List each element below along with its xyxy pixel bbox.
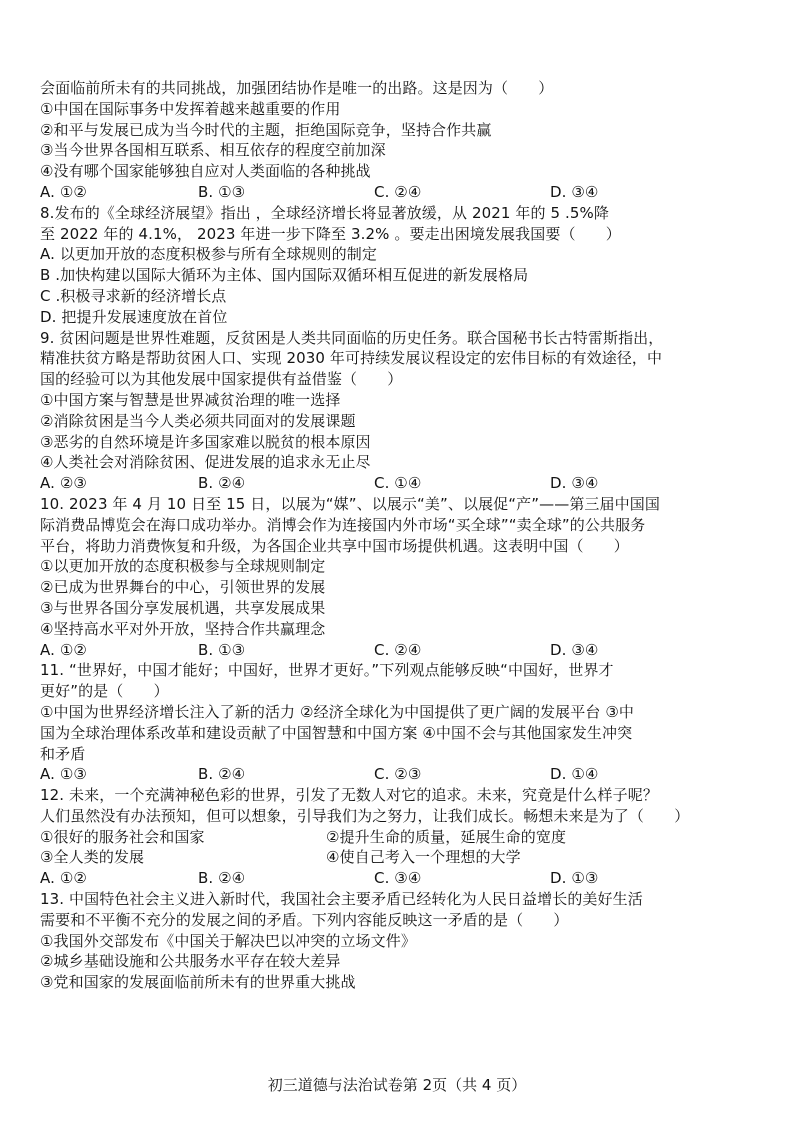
text-line: ①我国外交部发布《中国关于解决巴以冲突的立场文件》 bbox=[40, 931, 416, 950]
answer-option: B. ②④ bbox=[198, 765, 246, 784]
answer-option: A. ②③ bbox=[40, 474, 87, 493]
text-line: 更好”的是（ ） bbox=[40, 682, 169, 701]
answer-option: B. ①③ bbox=[198, 640, 246, 659]
answer-option: A. ①② bbox=[40, 869, 87, 888]
text-line: ②已成为世界舞台的中心，引领世界的发展 bbox=[40, 578, 326, 597]
text-line: ④人类社会对消除贫困、促进发展的追求永无止尽 bbox=[40, 453, 371, 472]
text-line: ③与世界各国分享发展机遇，共享发展成果 bbox=[40, 598, 326, 617]
text-line: 会面临前所未有的共同挑战，加强团结协作是唯一的出路。这是因为（ ） bbox=[40, 79, 554, 97]
text-line: ①中国在国际事务中发挥着越来越重要的作用 bbox=[40, 99, 341, 118]
answer-option: A. ①② bbox=[40, 182, 87, 201]
answer-option: B. ②④ bbox=[198, 474, 246, 493]
answer-option: A. ①③ bbox=[40, 765, 87, 784]
text-line: 人们虽然没有办法预知，但可以想象，引导我们为之努力，让我们成长。畅想未来是为了（ ） bbox=[40, 806, 690, 825]
text-line: ①以更加开放的态度积极参与全球规则制定 bbox=[40, 557, 326, 576]
text-line: ②和平与发展已成为当今时代的主题，拒绝国际竞争，坚持合作共赢 bbox=[40, 120, 492, 139]
answer-option: C. ③④ bbox=[374, 869, 422, 888]
text-line: 需要和不平衡不充分的发展之间的矛盾。下列内容能反映这一矛盾的是（ ） bbox=[40, 910, 569, 929]
answer-option: B. ②④ bbox=[198, 869, 246, 888]
answer-option: C. ①④ bbox=[374, 474, 422, 493]
text-line: ④没有哪个国家能够独自应对人类面临的各种挑战 bbox=[40, 162, 371, 181]
answer-option: D. ③④ bbox=[550, 640, 599, 659]
text-line: ③当今世界各国相互联系、相互依存的程度空前加深 bbox=[40, 141, 386, 160]
answer-option: C. ②③ bbox=[374, 765, 422, 784]
text-line: ①中国方案与智慧是世界减贫治理的唯一选择 bbox=[40, 390, 341, 409]
text-line: ③党和国家的发展面临前所未有的世界重大挑战 bbox=[40, 973, 356, 992]
statement-item: ④使自己考入一个理想的大学 bbox=[326, 848, 521, 867]
statement-item: ②提升生命的质量，延展生命的宽度 bbox=[326, 827, 567, 846]
page-footer: 初三道德与法治试卷第 2页（共 4 页） bbox=[267, 1076, 527, 1094]
answer-option: B. ①③ bbox=[198, 182, 246, 201]
text-line: 平台，将助力消费恢复和升级，为各国企业共享中国市场提供机遇。这表明中国（ ） bbox=[40, 536, 629, 555]
answer-option: C. ②④ bbox=[374, 640, 422, 659]
text-line: 和矛盾 bbox=[40, 744, 86, 763]
answer-option: D. ①④ bbox=[550, 765, 599, 784]
text-line: C .积极寻求新的经济增长点 bbox=[40, 286, 227, 305]
answer-choices bbox=[40, 182, 764, 203]
answer-option: D. ③④ bbox=[550, 182, 599, 201]
answer-choices bbox=[40, 764, 764, 785]
text-line: ①中国为世界经济增长注入了新的活力 ②经济全球化为中国提供了更广阔的发展平台 ③中 bbox=[40, 702, 634, 721]
text-line: A. 以更加开放的态度积极参与所有全球规则的制定 bbox=[40, 245, 377, 264]
text-line: 13. 中国特色社会主义进入新时代，我国社会主要矛盾已经转化为人民日益增长的美好生活 bbox=[40, 890, 643, 909]
text-line: 至 2022 年的 4.1%， 2023 年进一步下降至 3.2% 。要走出困境发展我国要（ ） bbox=[40, 224, 621, 243]
question-content bbox=[40, 78, 764, 993]
text-line: 11. “世界好，中国才能好；中国好，世界才更好。”下列观点能够反映“中国好，世界才 bbox=[40, 661, 614, 680]
answer-option: C. ②④ bbox=[374, 182, 422, 201]
answer-option: A. ①② bbox=[40, 640, 87, 659]
answer-choices bbox=[40, 640, 764, 661]
answer-option: D. ①③ bbox=[550, 869, 599, 888]
text-line: ④坚持高水平对外开放，坚持合作共赢理念 bbox=[40, 619, 326, 638]
statement-pair bbox=[40, 847, 764, 868]
answer-option: D. ③④ bbox=[550, 474, 599, 493]
answer-choices bbox=[40, 473, 764, 494]
text-line: D. 把提升发展速度放在首位 bbox=[40, 307, 228, 326]
text-line: 8.发布的《全球经济展望》指出 ，全球经济增长将显著放缓，从 2021 年的 5 .5%降 bbox=[40, 203, 609, 222]
text-line: 10. 2023 年 4 月 10 日至 15 日，以展为“媒”、以展示“美”、以展促“产”——第三届中国国 bbox=[40, 494, 660, 513]
text-line: ②消除贫困是当今人类必须共同面对的发展课题 bbox=[40, 411, 356, 430]
statement-item: ③全人类的发展 bbox=[40, 848, 145, 867]
text-line: 国的经验可以为其他发展中国家提供有益借鉴（ ） bbox=[40, 370, 403, 389]
text-line: B .加快构建以国际大循环为主体、国内国际双循环相互促进的新发展格局 bbox=[40, 266, 529, 285]
statement-pair bbox=[40, 827, 764, 848]
text-line: ③恶劣的自然环境是许多国家难以脱贫的根本原因 bbox=[40, 432, 371, 451]
text-line: 12. 未来，一个充满神秘色彩的世界，引发了无数人对它的追求。未来，究竟是什么样子呢？ bbox=[40, 786, 658, 805]
text-line: 精准扶贫方略是帮助贫困人口、实现 2030 年可持续发展议程设定的宏伟目标的有效途径，中 bbox=[40, 349, 663, 368]
text-line: 际消费品博览会在海口成功举办。消博会作为连接国内外市场“买全球”“卖全球”的公共服务 bbox=[40, 515, 646, 534]
text-line: 9. 贫困问题是世界性难题，反贫困是人类共同面临的历史任务。联合国秘书长古特雷斯指出， bbox=[40, 328, 664, 347]
text-line: 国为全球治理体系改革和建设贡献了中国智慧和中国方案 ④中国不会与其他国家发生冲突 bbox=[40, 723, 633, 742]
statement-item: ①很好的服务社会和国家 bbox=[40, 827, 205, 846]
text-line: ②城乡基础设施和公共服务水平存在较大差异 bbox=[40, 952, 341, 971]
answer-choices bbox=[40, 868, 764, 889]
